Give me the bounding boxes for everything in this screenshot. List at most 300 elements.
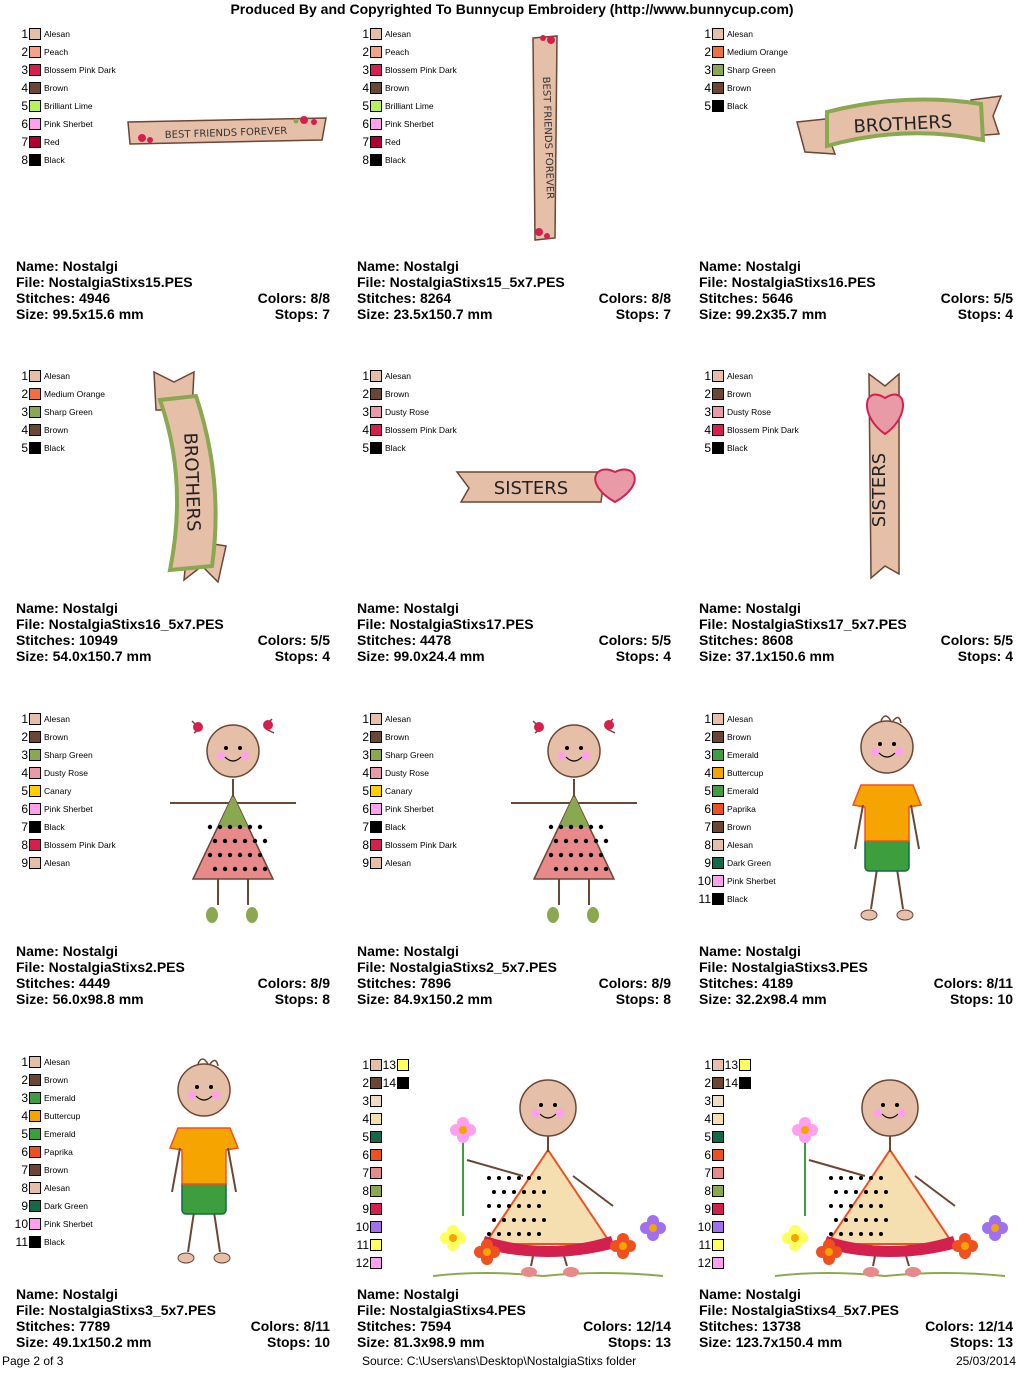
color-swatch [370, 1131, 382, 1143]
color-name: Blossem Pink Dark [44, 840, 116, 850]
palette-row [355, 367, 457, 385]
palette-row [355, 746, 457, 764]
palette-number: 5 [362, 1130, 369, 1144]
color-name: Alesan [44, 714, 70, 724]
palette-row [697, 421, 799, 439]
palette-row [14, 1179, 93, 1197]
palette-row [14, 818, 116, 836]
palette-number: 6 [704, 802, 711, 816]
color-swatch [29, 839, 41, 851]
color-name: Black [385, 443, 406, 453]
print-date: 25/03/2014 [955, 1354, 1016, 1368]
colors-count: Colors: 12/14 [925, 1318, 1013, 1334]
svg-text:BEST FRIENDS FOREVER: BEST FRIENDS FOREVER [164, 125, 288, 142]
palette-number: 3 [362, 748, 369, 762]
colors-count: Colors: 5/5 [598, 632, 671, 648]
palette-row [14, 439, 105, 457]
color-name: Medium Orange [44, 389, 105, 399]
palette-number: 4 [704, 81, 711, 95]
palette-row [355, 800, 457, 818]
palette-number: 4 [362, 423, 369, 437]
palette-row [14, 367, 105, 385]
color-swatch [370, 785, 382, 797]
design-file: File: NostalgiaStixs4_5x7.PES [699, 1302, 899, 1318]
palette-row [14, 746, 116, 764]
palette-number: 7 [362, 135, 369, 149]
palette-row [697, 1092, 751, 1110]
design-card [349, 703, 679, 1045]
colors-count: Colors: 5/5 [257, 632, 330, 648]
palette-row [14, 1215, 93, 1233]
color-name: Black [44, 443, 65, 453]
design-card [8, 703, 338, 1045]
palette-row [355, 818, 457, 836]
design-preview [148, 709, 318, 930]
color-name: Red [385, 137, 401, 147]
color-swatch [29, 388, 41, 400]
palette-number: 6 [362, 117, 369, 131]
color-swatch [370, 64, 382, 76]
palette-number: 8 [362, 153, 369, 167]
palette-number: 7 [21, 1163, 28, 1177]
design-card [691, 18, 1021, 360]
palette-row [697, 1146, 751, 1164]
palette-number: 4 [21, 81, 28, 95]
design-file: File: NostalgiaStixs4.PES [357, 1302, 526, 1318]
stitch-count: Stitches: 10949 [16, 632, 118, 648]
color-palette [355, 25, 457, 169]
design-preview [525, 32, 565, 251]
design-preview [765, 1066, 1015, 1291]
palette-number: 1 [362, 712, 369, 726]
palette-row [355, 79, 457, 97]
design-card [349, 18, 679, 360]
design-file: File: NostalgiaStixs3_5x7.PES [16, 1302, 216, 1318]
stitch-count: Stitches: 7594 [357, 1318, 452, 1334]
palette-row [14, 79, 116, 97]
color-name: Brown [44, 83, 69, 93]
color-swatch [29, 1164, 41, 1176]
palette-row [697, 872, 776, 890]
color-name: Alesan [44, 371, 70, 381]
color-swatch [29, 1236, 41, 1248]
palette-number: 2 [21, 1073, 28, 1087]
color-swatch [29, 1128, 41, 1140]
palette-row [355, 403, 457, 421]
color-swatch [29, 1218, 41, 1230]
palette-row [355, 1146, 409, 1164]
color-swatch [370, 803, 382, 815]
palette-number: 5 [21, 1127, 28, 1141]
color-swatch [397, 1077, 409, 1089]
palette-row [14, 43, 116, 61]
color-swatch [29, 1092, 41, 1104]
color-palette [14, 367, 105, 457]
palette-row [14, 800, 116, 818]
palette-number: 3 [362, 1094, 369, 1108]
color-swatch [29, 1056, 41, 1068]
palette-number: 4 [362, 81, 369, 95]
girl-figure-art [489, 709, 659, 925]
design-size: Size: 32.2x98.4 mm [699, 991, 827, 1007]
design-name: Name: Nostalgi [699, 943, 801, 959]
color-name: Pink Sherbet [385, 119, 434, 129]
stitch-count: Stitches: 4449 [16, 975, 111, 991]
color-name: Blossem Pink Dark [385, 840, 457, 850]
palette-row [355, 1110, 409, 1128]
palette-row [355, 1128, 409, 1146]
palette-row [14, 385, 105, 403]
palette-number: 6 [704, 1148, 711, 1162]
palette-number: 8 [362, 838, 369, 852]
color-swatch [712, 388, 724, 400]
color-swatch [29, 442, 41, 454]
palette-number: 4 [704, 766, 711, 780]
palette-row [697, 728, 776, 746]
color-swatch [370, 767, 382, 779]
palette-number: 13 [724, 1058, 738, 1072]
palette-number: 1 [704, 369, 711, 383]
color-name: Alesan [727, 714, 753, 724]
palette-row [355, 1218, 409, 1236]
color-name: Alesan [727, 29, 753, 39]
design-size: Size: 99.5x15.6 mm [16, 306, 144, 322]
color-swatch [712, 1203, 724, 1215]
palette-row [355, 385, 457, 403]
palette-number: 12 [355, 1256, 369, 1270]
design-info [699, 258, 1013, 322]
design-info [357, 258, 671, 322]
color-name: Dark Green [727, 858, 771, 868]
design-preview [489, 709, 659, 930]
color-name: Red [44, 137, 60, 147]
colors-count: Colors: 8/8 [598, 290, 671, 306]
color-swatch [712, 1221, 724, 1233]
palette-row [355, 1074, 409, 1092]
color-name: Dusty Rose [385, 768, 429, 778]
design-info [699, 600, 1013, 664]
color-name: Sharp Green [44, 750, 93, 760]
design-info [16, 943, 330, 1007]
color-swatch [370, 1095, 382, 1107]
palette-number: 5 [21, 784, 28, 798]
palette-number: 5 [704, 441, 711, 455]
palette-row [355, 728, 457, 746]
palette-row [14, 782, 116, 800]
palette-row [697, 79, 788, 97]
color-swatch [370, 370, 382, 382]
palette-row [697, 836, 776, 854]
palette-row [697, 1236, 751, 1254]
design-card [349, 1046, 679, 1388]
palette-number: 5 [362, 784, 369, 798]
color-name: Black [44, 1237, 65, 1247]
color-name: Emerald [727, 750, 759, 760]
color-swatch [29, 1200, 41, 1212]
color-swatch [29, 749, 41, 761]
color-name: Brown [385, 389, 410, 399]
stops-count: Stops: 10 [266, 1334, 330, 1350]
design-size: Size: 37.1x150.6 mm [699, 648, 835, 664]
svg-text:BROTHERS: BROTHERS [853, 111, 953, 138]
palette-number: 11 [698, 1238, 711, 1252]
color-palette [697, 710, 776, 908]
color-name: Emerald [44, 1129, 76, 1139]
design-preview [455, 458, 655, 513]
color-swatch [29, 370, 41, 382]
color-name: Alesan [727, 371, 753, 381]
palette-number: 8 [21, 838, 28, 852]
stops-count: Stops: 13 [607, 1334, 671, 1350]
palette-number: 11 [356, 1238, 369, 1252]
palette-number: 14 [382, 1076, 396, 1090]
palette-row [697, 890, 776, 908]
color-swatch [29, 803, 41, 815]
heart-banner-art [455, 458, 655, 508]
palette-number: 5 [21, 99, 28, 113]
design-file: File: NostalgiaStixs2.PES [16, 959, 185, 975]
palette-row [697, 43, 788, 61]
color-name: Peach [385, 47, 410, 57]
design-card [8, 18, 338, 360]
palette-row [697, 25, 788, 43]
stitch-count: Stitches: 7789 [16, 1318, 111, 1334]
stops-count: Stops: 13 [949, 1334, 1013, 1350]
palette-number: 2 [362, 1076, 369, 1090]
design-preview [423, 1066, 673, 1291]
color-swatch [29, 857, 41, 869]
design-name: Name: Nostalgi [357, 1286, 459, 1302]
palette-row [14, 854, 116, 872]
palette-number: 1 [362, 27, 369, 41]
palette-number: 5 [704, 1130, 711, 1144]
color-palette [697, 1056, 751, 1272]
palette-row [697, 1200, 751, 1218]
svg-text:SISTERS: SISTERS [493, 478, 569, 499]
palette-row [697, 97, 788, 115]
color-palette [14, 710, 116, 872]
color-name: Dusty Rose [44, 768, 88, 778]
color-swatch [29, 46, 41, 58]
palette-number: 2 [21, 45, 28, 59]
color-name: Canary [385, 786, 413, 796]
color-name: Brown [44, 1075, 69, 1085]
color-swatch [370, 154, 382, 166]
color-swatch [29, 406, 41, 418]
banner-art [525, 32, 565, 246]
color-swatch [712, 1131, 724, 1143]
design-name: Name: Nostalgi [16, 1286, 118, 1302]
stops-count: Stops: 8 [615, 991, 671, 1007]
color-swatch [712, 1167, 724, 1179]
color-swatch [712, 100, 724, 112]
palette-row [697, 800, 776, 818]
page-header: Produced By and Copyrighted To Bunnycup Embroidery (http://www.bunnycup.com) [230, 1, 794, 17]
palette-number: 1 [362, 369, 369, 383]
palette-number: 3 [704, 748, 711, 762]
girl-figure-art [148, 709, 318, 925]
palette-number: 11 [698, 892, 711, 906]
color-name: Alesan [44, 858, 70, 868]
color-swatch [739, 1059, 751, 1071]
palette-number: 9 [362, 856, 369, 870]
color-name: Sharp Green [727, 65, 776, 75]
palette-row [355, 836, 457, 854]
design-size: Size: 99.2x35.7 mm [699, 306, 827, 322]
palette-row [697, 385, 799, 403]
color-name: Alesan [44, 1057, 70, 1067]
palette-number: 2 [362, 730, 369, 744]
palette-number: 3 [362, 405, 369, 419]
color-name: Black [385, 155, 406, 165]
palette-number: 3 [21, 405, 28, 419]
palette-number: 1 [21, 369, 28, 383]
design-name: Name: Nostalgi [16, 258, 118, 274]
color-name: Brown [727, 822, 752, 832]
palette-number: 8 [704, 1184, 711, 1198]
palette-row [697, 1218, 751, 1236]
stitch-count: Stitches: 4189 [699, 975, 794, 991]
palette-row [355, 133, 457, 151]
palette-number: 4 [704, 1112, 711, 1126]
design-info [16, 258, 330, 322]
palette-number: 5 [704, 99, 711, 113]
palette-row [14, 421, 105, 439]
color-swatch [29, 136, 41, 148]
color-name: Alesan [385, 371, 411, 381]
color-name: Black [727, 101, 748, 111]
color-swatch [370, 1059, 382, 1071]
color-swatch [29, 767, 41, 779]
palette-row [14, 836, 116, 854]
palette-number: 2 [704, 45, 711, 59]
color-swatch [712, 1113, 724, 1125]
color-swatch [29, 64, 41, 76]
color-name: Brown [727, 83, 752, 93]
palette-row [14, 151, 116, 169]
palette-number: 10 [697, 1220, 711, 1234]
palette-number: 9 [21, 856, 28, 870]
design-file: File: NostalgiaStixs15.PES [16, 274, 193, 290]
palette-number: 5 [21, 441, 28, 455]
palette-number: 3 [21, 748, 28, 762]
color-swatch [29, 154, 41, 166]
color-swatch [370, 388, 382, 400]
heart-banner-art [855, 370, 915, 584]
color-swatch [29, 118, 41, 130]
palette-row [14, 97, 116, 115]
design-info [16, 600, 330, 664]
color-palette [697, 367, 799, 457]
palette-row [697, 403, 799, 421]
stops-count: Stops: 4 [615, 648, 671, 664]
colors-count: Colors: 8/9 [598, 975, 671, 991]
color-name: Brown [44, 425, 69, 435]
design-size: Size: 49.1x150.2 mm [16, 1334, 152, 1350]
color-swatch [712, 803, 724, 815]
design-size: Size: 54.0x150.7 mm [16, 648, 152, 664]
design-info [357, 600, 671, 664]
palette-number: 4 [21, 1109, 28, 1123]
palette-number: 7 [704, 1166, 711, 1180]
color-name: Black [727, 443, 748, 453]
color-swatch [370, 713, 382, 725]
stitch-count: Stitches: 4478 [357, 632, 452, 648]
palette-number: 9 [362, 1202, 369, 1216]
palette-number: 2 [704, 1076, 711, 1090]
color-swatch [712, 28, 724, 40]
color-swatch [370, 1113, 382, 1125]
color-swatch [370, 82, 382, 94]
page-footer [0, 1354, 1024, 1370]
stops-count: Stops: 7 [274, 306, 330, 322]
palette-row [14, 1125, 93, 1143]
palette-number: 1 [362, 1058, 369, 1072]
design-card [691, 703, 1021, 1045]
palette-number: 8 [362, 1184, 369, 1198]
color-swatch [712, 442, 724, 454]
palette-number: 4 [362, 766, 369, 780]
colors-count: Colors: 8/8 [257, 290, 330, 306]
color-swatch [370, 1257, 382, 1269]
palette-row [355, 1254, 409, 1272]
color-swatch [29, 1110, 41, 1122]
boy-figure-art [158, 1052, 248, 1268]
color-name: Blossem Pink Dark [385, 65, 457, 75]
palette-number: 9 [21, 1199, 28, 1213]
palette-row [697, 1074, 751, 1092]
design-size: Size: 84.9x150.2 mm [357, 991, 493, 1007]
design-file: File: NostalgiaStixs17.PES [357, 616, 534, 632]
color-swatch [29, 1182, 41, 1194]
design-preview [126, 110, 336, 155]
palette-row [14, 61, 116, 79]
palette-number: 13 [382, 1058, 396, 1072]
design-file: File: NostalgiaStixs16.PES [699, 274, 876, 290]
color-name: Canary [44, 786, 72, 796]
color-palette [355, 367, 457, 457]
palette-row [697, 1128, 751, 1146]
color-name: Alesan [44, 29, 70, 39]
color-swatch [712, 857, 724, 869]
color-name: Brown [44, 1165, 69, 1175]
colors-count: Colors: 8/9 [257, 975, 330, 991]
design-size: Size: 99.0x24.4 mm [357, 648, 485, 664]
color-swatch [712, 1077, 724, 1089]
banner-art [126, 110, 336, 150]
palette-number: 9 [704, 1202, 711, 1216]
color-swatch [712, 749, 724, 761]
palette-row [355, 710, 457, 728]
stops-count: Stops: 4 [957, 648, 1013, 664]
color-swatch [712, 875, 724, 887]
color-name: Brilliant Lime [385, 101, 434, 111]
ribbon-art [148, 370, 232, 584]
palette-row [355, 61, 457, 79]
color-swatch [29, 82, 41, 94]
color-swatch [29, 821, 41, 833]
palette-number: 11 [15, 1235, 28, 1249]
design-card [691, 1046, 1021, 1388]
palette-number: 7 [21, 820, 28, 834]
color-swatch [712, 1257, 724, 1269]
palette-row [14, 1233, 93, 1251]
stitch-count: Stitches: 4946 [16, 290, 111, 306]
page-number: Page 2 of 3 [2, 1354, 64, 1368]
design-file: File: NostalgiaStixs17_5x7.PES [699, 616, 907, 632]
palette-row [697, 1182, 751, 1200]
color-name: Alesan [727, 840, 753, 850]
